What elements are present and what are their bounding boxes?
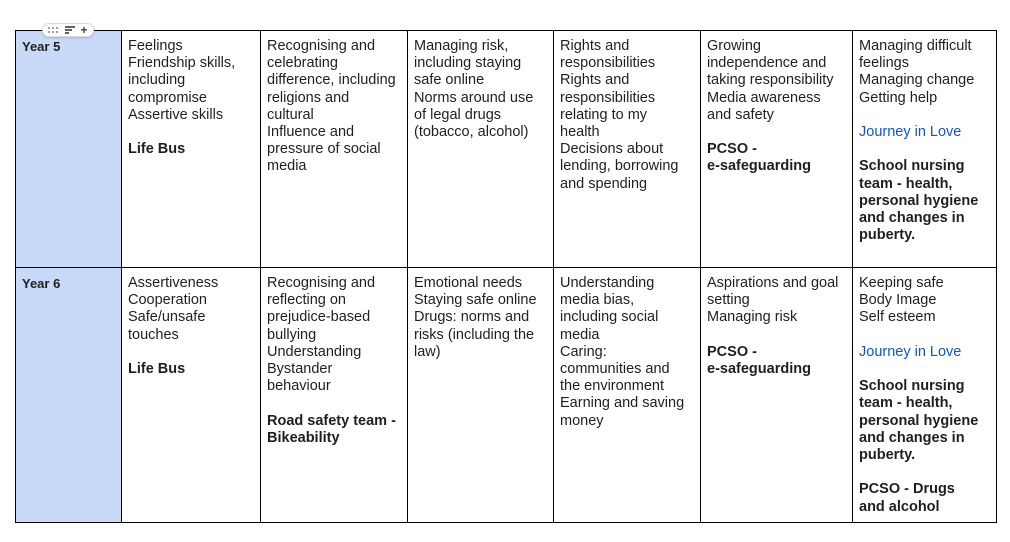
cell-text-line: Safe/unsafe: [128, 309, 206, 326]
cell-text-line: Understanding: [267, 343, 362, 360]
paragraph-gap: [859, 107, 990, 124]
table-row: [16, 268, 997, 523]
cell-text-line: prejudice-based: [267, 309, 371, 326]
journey-in-love-link[interactable]: Journey in Love: [859, 124, 962, 140]
cell-text-line: Growing: [707, 38, 761, 54]
table-body: [16, 31, 997, 523]
cell-text-line: (tobacco, alcohol): [414, 124, 529, 141]
cell-bold-line: Bikeability: [267, 429, 340, 446]
cell-text-line: money: [560, 412, 604, 429]
table-cell[interactable]: [701, 31, 853, 268]
cell-text-line: Managing difficult: [859, 38, 972, 54]
cell-bold-line: Road safety team -: [267, 412, 396, 429]
cell-bold-line: puberty.: [859, 227, 916, 244]
year-label-cell[interactable]: [16, 31, 122, 268]
cell-text-line: Body Image: [859, 292, 937, 309]
cell-text-line: bullying: [267, 326, 317, 343]
cell-text-line: Friendship skills,: [128, 55, 236, 72]
paragraph-gap: [859, 327, 990, 344]
cell-text-line: religions and: [267, 89, 350, 106]
table-cell[interactable]: [853, 31, 997, 268]
cell-text-line: Getting help: [859, 89, 938, 106]
cell-text-line: Understanding: [560, 275, 655, 291]
paragraph-gap: [707, 124, 846, 141]
cell-text-line: feelings: [859, 55, 909, 72]
cell-text-line: including staying: [414, 55, 522, 72]
cell-bold-line: PCSO -: [707, 343, 757, 360]
table-cell[interactable]: [408, 268, 554, 523]
cell-text-line: Managing risk,: [414, 38, 509, 54]
cell-bold-line: personal hygiene: [859, 192, 979, 209]
cell-text-line: setting: [707, 292, 750, 309]
cell-text-line: reflecting on: [267, 292, 346, 309]
table-cell[interactable]: [701, 268, 853, 523]
table-cell[interactable]: [853, 268, 997, 523]
cell-text-line: media bias,: [560, 292, 635, 309]
cell-bold-line: e-safeguarding: [707, 158, 811, 175]
cell-bold-line: Life Bus: [128, 361, 186, 377]
paragraph-gap: [128, 124, 254, 141]
cell-text-line: of legal drugs: [414, 106, 502, 123]
cell-text-line: Self esteem: [859, 309, 936, 326]
cell-bold-line: and changes in: [859, 429, 965, 446]
cell-text-line: Managing change: [859, 72, 975, 89]
cell-text-line: responsibilities: [560, 55, 656, 72]
cell-bold-line: Life Bus: [128, 141, 186, 158]
cell-text-line: media: [267, 158, 307, 175]
cell-text-line: Managing risk: [707, 309, 798, 326]
plus-icon[interactable]: +: [80, 23, 88, 37]
cell-text-line: communities and: [560, 361, 670, 378]
cell-bold-line: and alcohol: [859, 498, 940, 515]
year-label: Year 5: [22, 39, 61, 54]
cell-text-line: Media awareness: [707, 89, 821, 106]
cell-text-line: Staying safe online: [414, 292, 537, 309]
table-cell[interactable]: [408, 31, 554, 268]
cell-text-line: Rights and: [560, 38, 630, 54]
cell-text-line: the environment: [560, 378, 664, 395]
cell-bold-line: School nursing: [859, 378, 965, 395]
cell-bold-line: PCSO - Drugs: [859, 481, 955, 498]
paragraph-gap: [859, 141, 990, 158]
year-label-cell[interactable]: [16, 268, 122, 523]
cell-bold-line: team - health,: [859, 175, 953, 192]
cell-text-line: health: [560, 124, 600, 141]
cell-text-line: difference, including: [267, 72, 396, 89]
cell-text-line: Feelings: [128, 38, 183, 54]
cell-text-line: independence and: [707, 55, 827, 72]
journey-in-love-link[interactable]: Journey in Love: [859, 343, 962, 360]
paragraph-gap: [128, 344, 254, 361]
table-toolbar-handle[interactable]: [42, 23, 94, 37]
paragraph-gap: [707, 327, 846, 344]
cell-text-line: Caring:: [560, 343, 607, 360]
sort-icon[interactable]: [65, 26, 75, 34]
paragraph-gap: [859, 361, 990, 378]
cell-text-line: relating to my: [560, 106, 648, 123]
curriculum-table: [15, 30, 997, 523]
table-cell[interactable]: [122, 268, 261, 523]
cell-bold-line: PCSO -: [707, 141, 757, 158]
cell-text-line: Drugs: norms and: [414, 309, 530, 326]
cell-text-line: and spending: [560, 175, 648, 192]
cell-text-line: Emotional needs: [414, 275, 523, 291]
cell-text-line: behaviour: [267, 378, 331, 395]
drag-handle-icon[interactable]: [48, 26, 60, 34]
table-cell[interactable]: [554, 31, 701, 268]
cell-bold-line: puberty.: [859, 447, 916, 463]
cell-text-line: media: [560, 326, 600, 343]
cell-text-line: responsibilities: [560, 89, 656, 106]
cell-text-line: pressure of social: [267, 141, 381, 158]
paragraph-gap: [859, 464, 990, 481]
cell-text-line: Earning and saving: [560, 395, 685, 412]
cell-text-line: Norms around use: [414, 89, 534, 106]
cell-text-line: Assertive skills: [128, 106, 224, 123]
cell-bold-line: personal hygiene: [859, 412, 979, 429]
cell-text-line: taking responsibility: [707, 72, 834, 89]
cell-text-line: compromise: [128, 89, 207, 106]
year-label: Year 6: [22, 276, 61, 291]
cell-text-line: touches: [128, 326, 179, 343]
cell-text-line: Rights and: [560, 72, 630, 89]
cell-text-line: Bystander: [267, 361, 333, 378]
table-cell[interactable]: [261, 31, 408, 268]
cell-text-line: law): [414, 343, 441, 360]
cell-text-line: Decisions about: [560, 141, 664, 158]
cell-text-line: safe online: [414, 72, 485, 89]
cell-text-line: Cooperation: [128, 292, 207, 309]
table-row: [16, 31, 997, 268]
cell-text-line: lending, borrowing: [560, 158, 679, 175]
cell-text-line: Recognising and: [267, 275, 376, 291]
cell-text-line: and safety: [707, 106, 774, 123]
cell-text-line: including social: [560, 309, 659, 326]
cell-bold-line: School nursing: [859, 158, 965, 175]
table-cell[interactable]: [122, 31, 261, 268]
cell-text-line: risks (including the: [414, 326, 535, 343]
cell-text-line: Assertiveness: [128, 275, 219, 291]
cell-text-line: Influence and: [267, 124, 355, 141]
cell-bold-line: team - health,: [859, 395, 953, 412]
paragraph-gap: [267, 395, 401, 412]
cell-text-line: celebrating: [267, 55, 338, 72]
cell-text-line: Recognising and: [267, 38, 376, 54]
table-cell[interactable]: [554, 268, 701, 523]
cell-text-line: cultural: [267, 106, 314, 123]
cell-bold-line: e-safeguarding: [707, 361, 811, 377]
cell-bold-line: and changes in: [859, 210, 965, 226]
table-cell[interactable]: [261, 268, 408, 523]
cell-text-line: Aspirations and goal: [707, 275, 839, 291]
cell-text-line: including: [128, 72, 186, 89]
cell-text-line: Keeping safe: [859, 275, 944, 291]
